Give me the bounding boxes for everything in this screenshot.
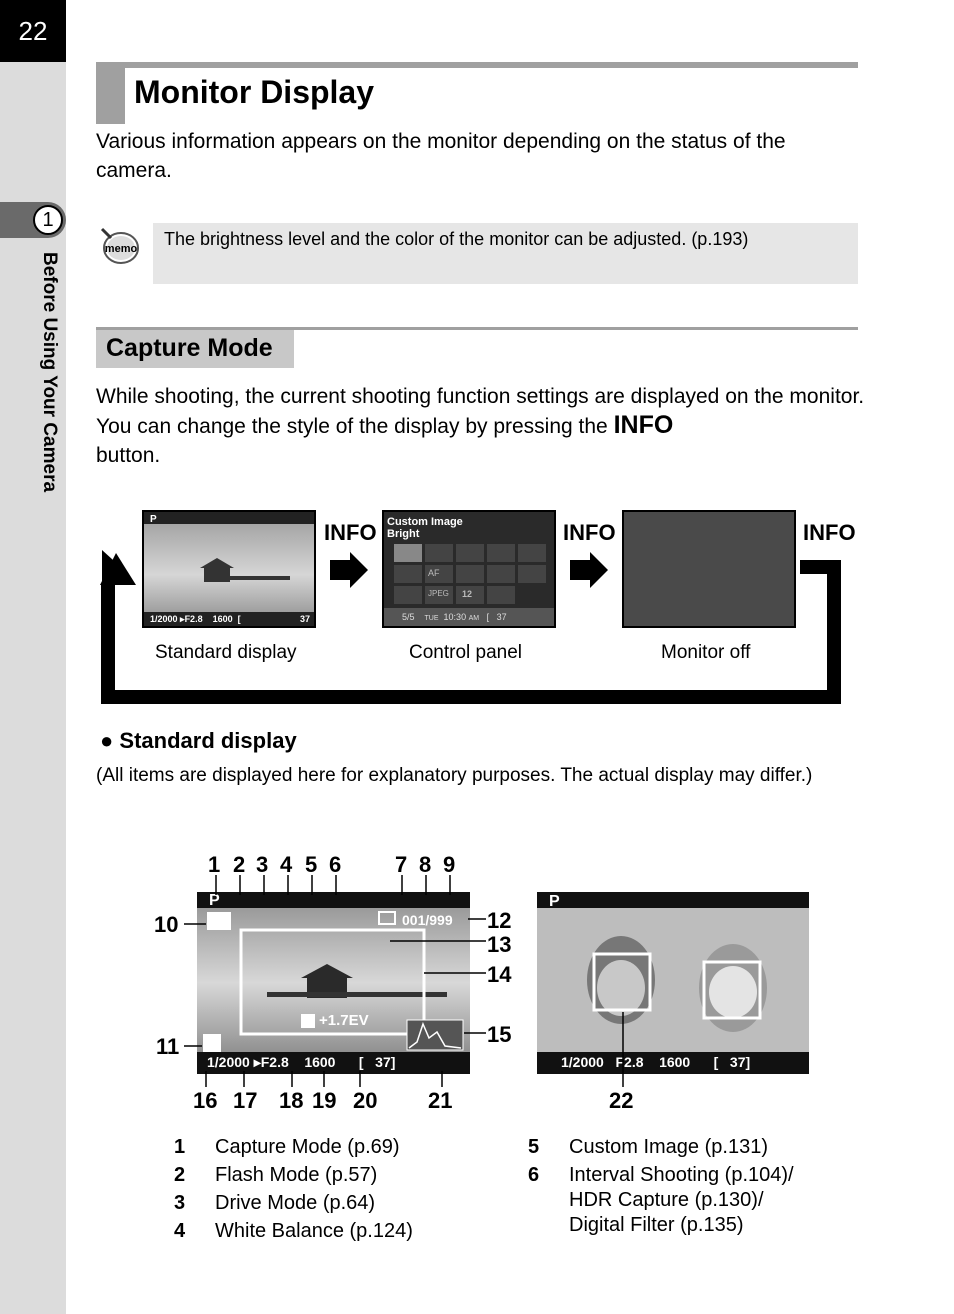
callout-14: 14 — [487, 962, 512, 987]
callout-18: 18 — [279, 1088, 304, 1113]
control-panel-thumb — [382, 510, 556, 628]
shot-counter: 001/999 — [402, 912, 453, 928]
callout-10: 10 — [154, 912, 179, 937]
svg-text:P: P — [209, 892, 220, 909]
callout-5: 5 — [305, 852, 318, 877]
callout-11: 11 — [156, 1034, 180, 1059]
callout-20: 20 — [353, 1088, 378, 1113]
callout-21: 21 — [428, 1088, 453, 1113]
page-number: 22 — [0, 0, 66, 62]
chapter-number: 1 — [33, 205, 63, 235]
callout-6: 6 — [329, 852, 342, 877]
callout-16: 16 — [193, 1088, 218, 1113]
standard-display-thumb — [142, 510, 316, 628]
callout-8: 8 — [419, 852, 432, 877]
callout-2: 2 — [233, 852, 246, 877]
caption-standard: Standard display — [155, 642, 297, 663]
svg-text:P: P — [549, 893, 560, 910]
explanatory-note: (All items are displayed here for explanatory purposes. The actual display may differ.) — [96, 765, 813, 786]
beach-photo — [144, 512, 314, 626]
mode-p-icon: P — [150, 514, 157, 525]
caption-control-panel: Control panel — [409, 642, 523, 663]
callout-3: 3 — [256, 852, 269, 877]
caption-monitor-off: Monitor off — [661, 642, 751, 663]
chapter-title: Before Using Your Camera — [39, 252, 60, 493]
page-gutter — [0, 0, 66, 1314]
callout-4: 4 — [280, 852, 293, 877]
intro-paragraph: Various information appears on the monitor depending on the status of the camera. — [96, 130, 786, 182]
info-button-label: INFO — [613, 411, 674, 439]
standard-display-heading: ● Standard display — [100, 728, 297, 753]
page-title: Monitor Display — [134, 74, 375, 110]
standard-thumb-readout: 1/2000 ▸F2.8 1600 [ 37 — [150, 614, 310, 624]
section-paragraph-text: While shooting, the current shooting function settings are displayed on the monitor. You can change the style of the display by pressing the — [96, 385, 865, 438]
section-paragraph-end: button. — [96, 444, 161, 467]
exposure-readout: 1/2000 ▸F2.8 1600 [ 37] — [207, 1054, 396, 1070]
monitor-off-thumb — [622, 510, 796, 628]
info-label-3: INFO — [803, 520, 856, 545]
callout-7: 7 — [395, 852, 408, 877]
callout-9: 9 — [443, 852, 456, 877]
cp-footer: 5/5 TUE 10:30 AM [ 37 — [384, 608, 554, 626]
callout-13: 13 — [487, 932, 512, 957]
ev-compensation: +1.7EV — [319, 1012, 369, 1029]
title-rule — [96, 62, 858, 68]
cp-12-cell: 12 — [462, 589, 473, 599]
callout-12: 12 — [487, 908, 512, 933]
flow-arrow-up — [102, 550, 138, 590]
callout-22: 22 — [609, 1088, 634, 1113]
arrow-right-1 — [330, 552, 370, 588]
memo-icon — [97, 226, 143, 266]
cp-af-cell: AF — [428, 568, 440, 578]
callout-19: 19 — [312, 1088, 337, 1113]
cp-title-1: Custom Image — [387, 516, 463, 528]
arrow-right-2 — [570, 552, 610, 588]
callout-1: 1 — [208, 852, 221, 877]
info-label-1: INFO — [324, 520, 377, 545]
section-paragraph — [96, 382, 866, 470]
face-exposure-readout: 1/2000 F2.8 1600 [ 37] — [561, 1054, 751, 1070]
info-label-2: INFO — [563, 520, 616, 545]
cp-jpeg-cell: JPEG — [428, 589, 449, 598]
memo-icon-label: memo — [104, 243, 138, 255]
cp-title-2: Bright — [387, 528, 420, 540]
title-block — [96, 62, 125, 124]
section-title: Capture Mode — [106, 334, 273, 362]
memo-text: The brightness level and the color of the monitor can be adjusted. (p.193) — [164, 229, 749, 249]
callout-15: 15 — [487, 1022, 512, 1047]
callout-17: 17 — [233, 1088, 258, 1113]
